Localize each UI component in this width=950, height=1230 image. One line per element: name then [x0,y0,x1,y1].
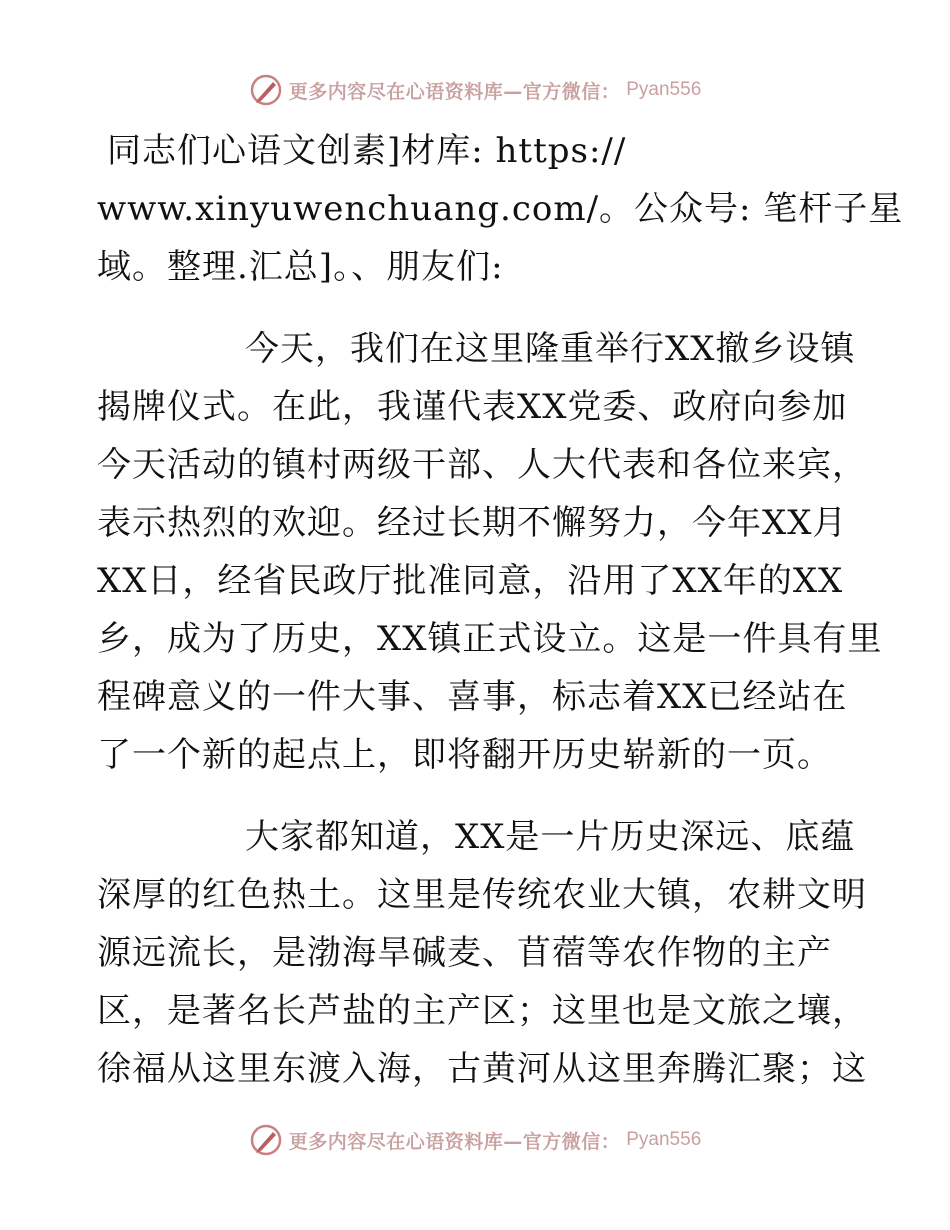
intro-line: 同志们心语文创素]材库: https:// [107,131,627,171]
paragraph-line: 大家都知道，XX是一片历史深远、底蕴 [245,817,856,857]
header-watermark-banner [0,70,950,110]
paragraph-line: 了一个新的起点上，即将翻开历史崭新的一页。 [97,735,832,775]
paragraph-line: 区，是著名长芦盐的主产区；这里也是文旅之壤， [97,991,867,1031]
quill-logo-icon [249,1123,283,1157]
intro-line: 域。整理.汇总]。、朋友们: [97,247,504,287]
intro-block [97,122,904,296]
paragraph-line: 今天活动的镇村两级干部、人大代表和各位来宾， [97,445,867,485]
banner-wechat-id: Pyan556 [626,79,702,100]
paragraph-line: 乡，成为了历史，XX镇正式设立。这是一件具有里 [97,619,883,659]
paragraph-line: 程碑意义的一件大事、喜事，标志着XX已经站在 [97,677,848,717]
footer-watermark-banner [0,1120,950,1160]
paragraph-line: 今天，我们在这里隆重举行XX撤乡设镇 [245,329,856,369]
intro-line: www.xinyuwenchuang.com/。公众号: 笔杆子星 [97,189,904,229]
banner-text: 更多内容尽在心语资料库—官方微信： [288,80,621,103]
banner-text: 更多内容尽在心语资料库—官方微信： [288,1130,621,1153]
paragraph-line: 源远流长，是渤海旱碱麦、苜蓿等农作物的主产 [97,933,832,973]
banner-wechat-id: Pyan556 [626,1129,702,1150]
quill-logo-icon [249,73,283,107]
paragraph-line: 深厚的红色热土。这里是传统农业大镇，农耕文明 [97,875,867,915]
paragraph-1 [97,320,883,784]
paragraph-2 [97,808,867,1098]
paragraph-line: 揭牌仪式。在此，我谨代表XX党委、政府向参加 [97,387,848,427]
document-body [97,122,904,1098]
paragraph-line: 表示热烈的欢迎。经过长期不懈努力，今年XX月 [97,503,848,543]
paragraph-line: XX日，经省民政厅批准同意，沿用了XX年的XX [97,561,844,601]
paragraph-line: 徐福从这里东渡入海，古黄河从这里奔腾汇聚；这 [97,1049,867,1089]
